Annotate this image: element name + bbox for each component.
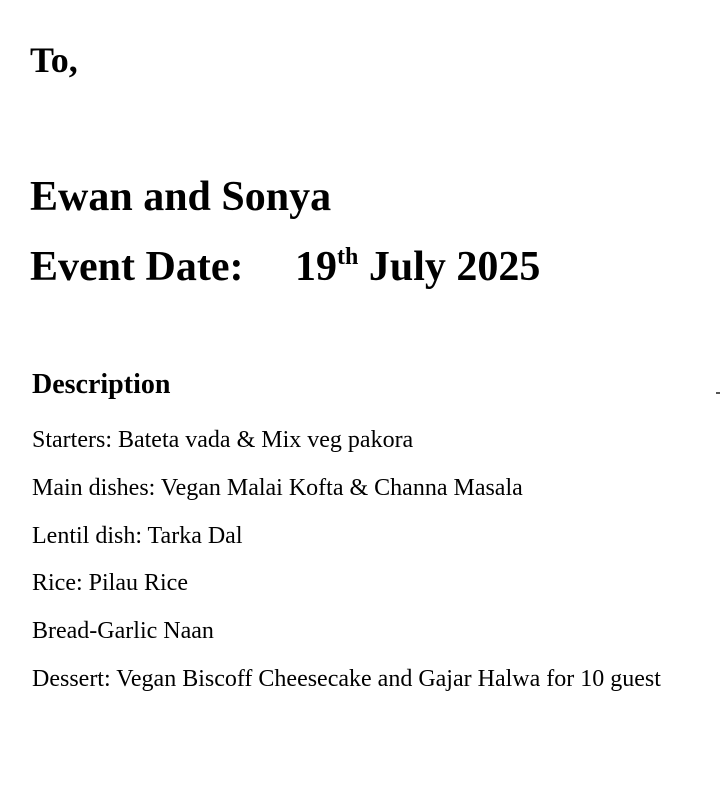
- description-heading: Description: [32, 369, 171, 400]
- event-date-line: [30, 242, 540, 292]
- event-date-day-suffix: th: [337, 244, 359, 270]
- event-date-month-year: July 2025: [368, 244, 541, 290]
- menu-item-bread: Bread-Garlic Naan: [32, 618, 214, 644]
- event-date-day: 19: [295, 244, 337, 290]
- event-date-label: Event Date:: [30, 244, 244, 290]
- menu-item-dessert: Dessert: Vegan Biscoff Cheesecake and Gajar Halwa for 10 guest: [32, 666, 661, 692]
- menu-item-starters: Starters: Bateta vada & Mix veg pakora: [32, 427, 414, 453]
- menu-item-lentil-dish: Lentil dish: Tarka Dal: [32, 523, 243, 549]
- menu-item-rice: Rice: Pilau Rice: [32, 570, 188, 596]
- salutation: To,: [30, 40, 78, 80]
- menu-item-main-dishes: Main dishes: Vegan Malai Kofta & Channa Masala: [32, 475, 523, 501]
- recipient-names: Ewan and Sonya: [30, 174, 332, 220]
- edge-mark: [716, 392, 720, 394]
